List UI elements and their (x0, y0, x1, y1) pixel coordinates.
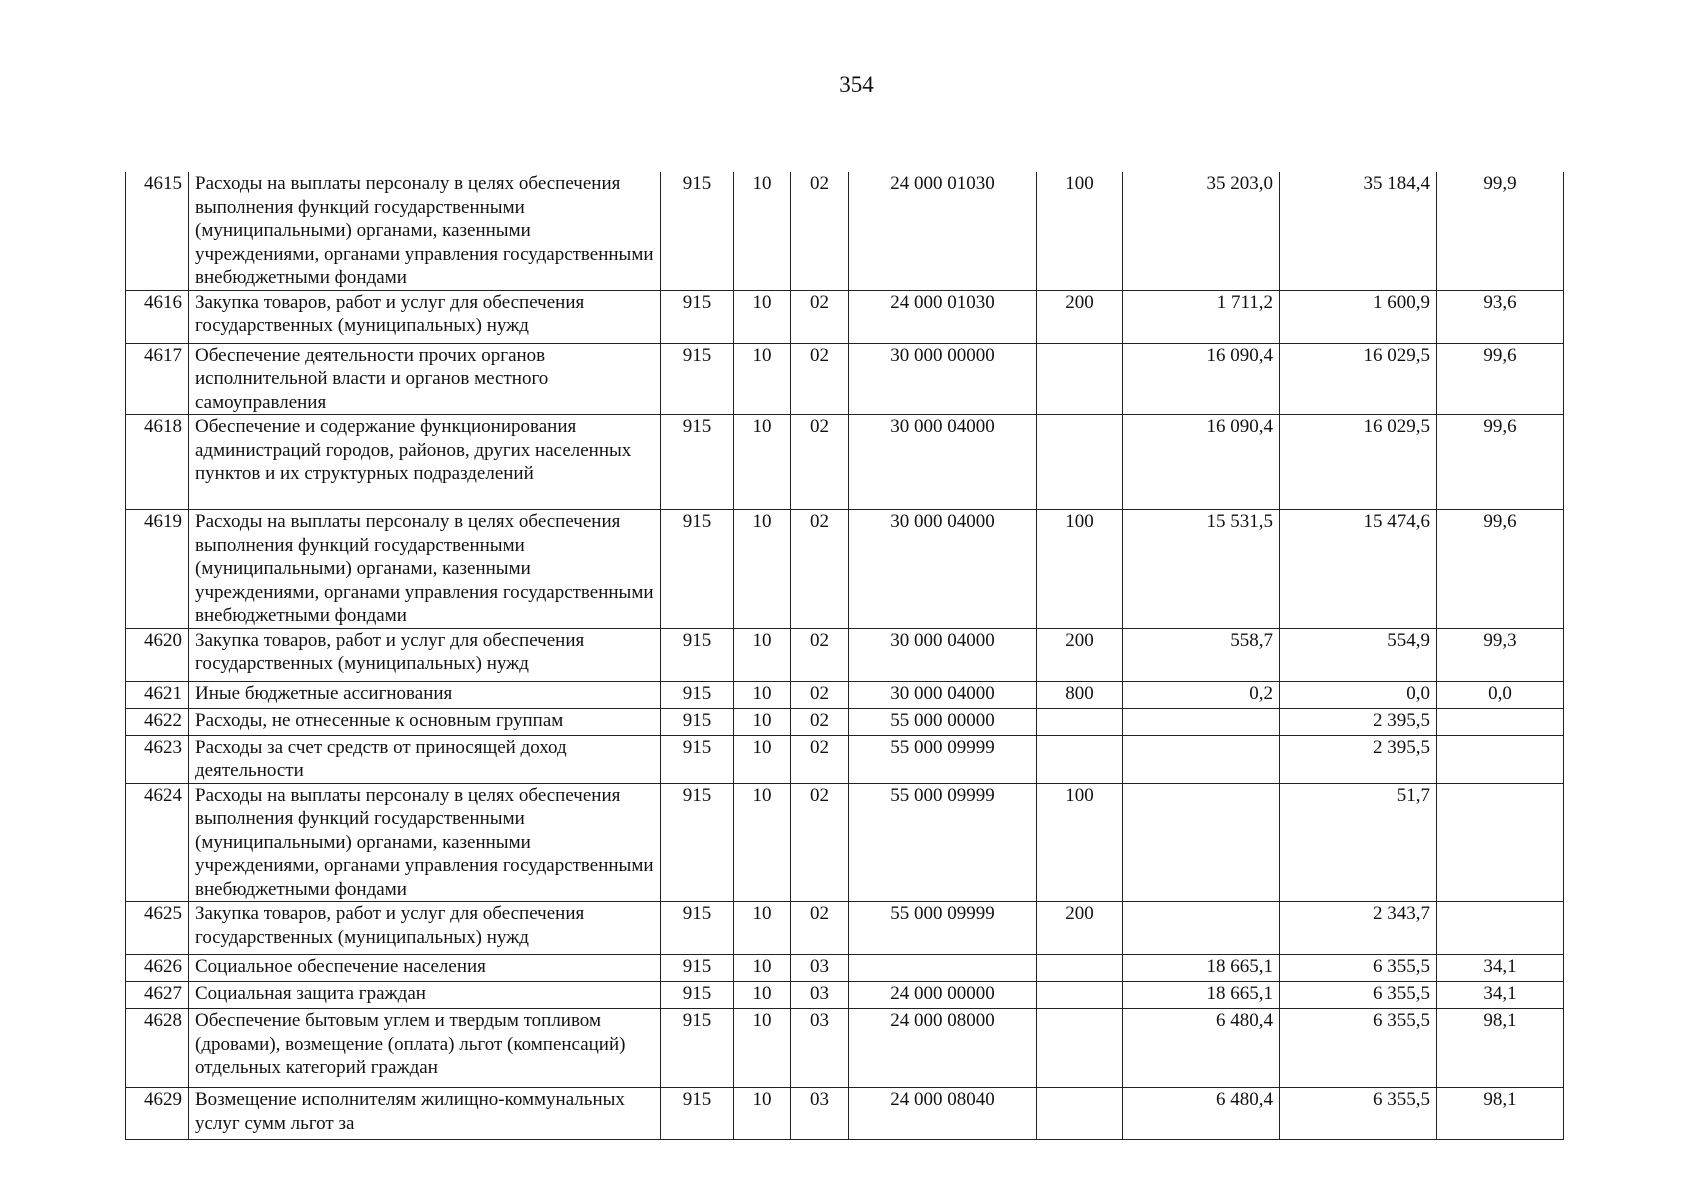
actual-amount-cell: 16 029,5 (1280, 415, 1437, 510)
expense-type-cell (1037, 955, 1123, 982)
section-code-cell: 10 (734, 955, 791, 982)
section-code-cell: 10 (734, 708, 791, 735)
actual-amount-cell: 16 029,5 (1280, 343, 1437, 415)
expense-name-cell: Обеспечение бытовым углем и твердым топливом (дровами), возмещение (оплата) льгот (компенсаций) отдельных категорий граждан (189, 1009, 661, 1088)
expense-type-cell (1037, 1088, 1123, 1140)
expense-name-cell: Возмещение исполнителям жилищно-коммунальных услуг сумм льгот за (189, 1088, 661, 1140)
table-row (126, 681, 1564, 708)
target-article-cell: 30 000 00000 (849, 343, 1037, 415)
expense-name-cell: Социальное обеспечение населения (189, 955, 661, 982)
completion-percent-cell (1437, 783, 1564, 902)
planned-amount-cell (1123, 735, 1280, 783)
completion-percent-cell: 34,1 (1437, 982, 1564, 1009)
expense-type-cell (1037, 735, 1123, 783)
table-row (126, 955, 1564, 982)
section-code-cell: 10 (734, 902, 791, 955)
department-code-cell: 915 (661, 902, 734, 955)
section-code-cell: 10 (734, 1009, 791, 1088)
row-number-cell: 4621 (126, 681, 189, 708)
row-number-cell: 4619 (126, 510, 189, 629)
completion-percent-cell: 99,6 (1437, 510, 1564, 629)
completion-percent-cell: 99,6 (1437, 343, 1564, 415)
planned-amount-cell: 16 090,4 (1123, 343, 1280, 415)
target-article-cell: 24 000 01030 (849, 290, 1037, 343)
expense-name-cell: Социальная защита граждан (189, 982, 661, 1009)
planned-amount-cell: 0,2 (1123, 681, 1280, 708)
department-code-cell: 915 (661, 708, 734, 735)
actual-amount-cell: 554,9 (1280, 628, 1437, 681)
planned-amount-cell: 35 203,0 (1123, 172, 1280, 290)
row-number-cell: 4624 (126, 783, 189, 902)
table-row (126, 628, 1564, 681)
department-code-cell: 915 (661, 735, 734, 783)
department-code-cell: 915 (661, 982, 734, 1009)
expense-type-cell: 100 (1037, 172, 1123, 290)
expense-type-cell: 200 (1037, 628, 1123, 681)
expense-name-cell: Закупка товаров, работ и услуг для обеспечения государственных (муниципальных) нужд (189, 902, 661, 955)
department-code-cell: 915 (661, 290, 734, 343)
expense-type-cell (1037, 982, 1123, 1009)
completion-percent-cell: 34,1 (1437, 955, 1564, 982)
row-number-cell: 4620 (126, 628, 189, 681)
table-row (126, 708, 1564, 735)
table-row (126, 343, 1564, 415)
subsection-code-cell: 02 (791, 510, 849, 629)
row-number-cell: 4617 (126, 343, 189, 415)
target-article-cell: 30 000 04000 (849, 628, 1037, 681)
target-article-cell: 24 000 01030 (849, 172, 1037, 290)
table-row (126, 783, 1564, 902)
expense-type-cell: 100 (1037, 783, 1123, 902)
completion-percent-cell (1437, 902, 1564, 955)
target-article-cell: 30 000 04000 (849, 510, 1037, 629)
row-number-cell: 4628 (126, 1009, 189, 1088)
actual-amount-cell: 6 355,5 (1280, 1009, 1437, 1088)
row-number-cell: 4629 (126, 1088, 189, 1140)
target-article-cell: 55 000 00000 (849, 708, 1037, 735)
department-code-cell: 915 (661, 955, 734, 982)
department-code-cell: 915 (661, 510, 734, 629)
expense-name-cell: Расходы, не отнесенные к основным группам (189, 708, 661, 735)
table-row (126, 1088, 1564, 1140)
expense-name-cell: Закупка товаров, работ и услуг для обеспечения государственных (муниципальных) нужд (189, 628, 661, 681)
department-code-cell: 915 (661, 628, 734, 681)
subsection-code-cell: 02 (791, 902, 849, 955)
completion-percent-cell (1437, 708, 1564, 735)
section-code-cell: 10 (734, 628, 791, 681)
row-number-cell: 4616 (126, 290, 189, 343)
planned-amount-cell (1123, 902, 1280, 955)
department-code-cell: 915 (661, 783, 734, 902)
expense-name-cell: Обеспечение и содержание функционирования администраций городов, районов, других населенных пунктов и их структурных подразделений (189, 415, 661, 510)
department-code-cell: 915 (661, 172, 734, 290)
planned-amount-cell (1123, 708, 1280, 735)
section-code-cell: 10 (734, 735, 791, 783)
department-code-cell: 915 (661, 343, 734, 415)
subsection-code-cell: 02 (791, 172, 849, 290)
completion-percent-cell: 99,3 (1437, 628, 1564, 681)
department-code-cell: 915 (661, 1088, 734, 1140)
table-row (126, 172, 1564, 290)
subsection-code-cell: 02 (791, 628, 849, 681)
completion-percent-cell: 0,0 (1437, 681, 1564, 708)
expense-type-cell (1037, 415, 1123, 510)
row-number-cell: 4618 (126, 415, 189, 510)
target-article-cell: 30 000 04000 (849, 681, 1037, 708)
actual-amount-cell: 2 395,5 (1280, 708, 1437, 735)
subsection-code-cell: 02 (791, 415, 849, 510)
target-article-cell: 55 000 09999 (849, 783, 1037, 902)
expense-type-cell: 200 (1037, 902, 1123, 955)
page-number: 354 (839, 72, 874, 97)
planned-amount-cell: 16 090,4 (1123, 415, 1280, 510)
planned-amount-cell: 15 531,5 (1123, 510, 1280, 629)
target-article-cell (849, 955, 1037, 982)
expense-type-cell (1037, 708, 1123, 735)
subsection-code-cell: 02 (791, 783, 849, 902)
planned-amount-cell: 558,7 (1123, 628, 1280, 681)
actual-amount-cell: 2 343,7 (1280, 902, 1437, 955)
row-number-cell: 4627 (126, 982, 189, 1009)
row-number-cell: 4625 (126, 902, 189, 955)
completion-percent-cell: 98,1 (1437, 1088, 1564, 1140)
section-code-cell: 10 (734, 415, 791, 510)
planned-amount-cell: 6 480,4 (1123, 1009, 1280, 1088)
table-row (126, 735, 1564, 783)
budget-table (125, 172, 1564, 1140)
subsection-code-cell: 02 (791, 708, 849, 735)
completion-percent-cell: 99,6 (1437, 415, 1564, 510)
target-article-cell: 55 000 09999 (849, 735, 1037, 783)
target-article-cell: 24 000 08040 (849, 1088, 1037, 1140)
department-code-cell: 915 (661, 415, 734, 510)
department-code-cell: 915 (661, 1009, 734, 1088)
expense-type-cell: 100 (1037, 510, 1123, 629)
expense-type-cell: 800 (1037, 681, 1123, 708)
planned-amount-cell (1123, 783, 1280, 902)
planned-amount-cell: 18 665,1 (1123, 982, 1280, 1009)
expense-name-cell: Закупка товаров, работ и услуг для обеспечения государственных (муниципальных) нужд (189, 290, 661, 343)
actual-amount-cell: 6 355,5 (1280, 1088, 1437, 1140)
target-article-cell: 30 000 04000 (849, 415, 1037, 510)
expense-name-cell: Иные бюджетные ассигнования (189, 681, 661, 708)
table-row (126, 902, 1564, 955)
subsection-code-cell: 03 (791, 1088, 849, 1140)
completion-percent-cell: 98,1 (1437, 1009, 1564, 1088)
section-code-cell: 10 (734, 172, 791, 290)
subsection-code-cell: 03 (791, 1009, 849, 1088)
department-code-cell: 915 (661, 681, 734, 708)
completion-percent-cell (1437, 735, 1564, 783)
row-number-cell: 4623 (126, 735, 189, 783)
expense-name-cell: Расходы на выплаты персоналу в целях обеспечения выполнения функций государственными (муниципальными) органами, казенными учреждениями, органами управления государственными внебюджетными фондами (189, 172, 661, 290)
row-number-cell: 4626 (126, 955, 189, 982)
subsection-code-cell: 02 (791, 290, 849, 343)
completion-percent-cell: 93,6 (1437, 290, 1564, 343)
expense-type-cell (1037, 1009, 1123, 1088)
section-code-cell: 10 (734, 290, 791, 343)
table-row (126, 415, 1564, 510)
expense-name-cell: Расходы на выплаты персоналу в целях обеспечения выполнения функций государственными (муниципальными) органами, казенными учреждениями, органами управления государственными внебюджетными фондами (189, 510, 661, 629)
table-row (126, 290, 1564, 343)
subsection-code-cell: 02 (791, 343, 849, 415)
expense-name-cell: Расходы на выплаты персоналу в целях обеспечения выполнения функций государственными (муниципальными) органами, казенными учреждениями, органами управления государственными внебюджетными фондами (189, 783, 661, 902)
section-code-cell: 10 (734, 982, 791, 1009)
actual-amount-cell: 15 474,6 (1280, 510, 1437, 629)
actual-amount-cell: 1 600,9 (1280, 290, 1437, 343)
section-code-cell: 10 (734, 343, 791, 415)
table-row (126, 1009, 1564, 1088)
target-article-cell: 24 000 08000 (849, 1009, 1037, 1088)
actual-amount-cell: 0,0 (1280, 681, 1437, 708)
planned-amount-cell: 6 480,4 (1123, 1088, 1280, 1140)
actual-amount-cell: 51,7 (1280, 783, 1437, 902)
subsection-code-cell: 03 (791, 955, 849, 982)
planned-amount-cell: 1 711,2 (1123, 290, 1280, 343)
expense-type-cell (1037, 343, 1123, 415)
subsection-code-cell: 03 (791, 982, 849, 1009)
expense-name-cell: Обеспечение деятельности прочих органов исполнительной власти и органов местного самоуправления (189, 343, 661, 415)
actual-amount-cell: 6 355,5 (1280, 955, 1437, 982)
target-article-cell: 24 000 00000 (849, 982, 1037, 1009)
section-code-cell: 10 (734, 510, 791, 629)
expense-name-cell: Расходы за счет средств от приносящей доход деятельности (189, 735, 661, 783)
subsection-code-cell: 02 (791, 735, 849, 783)
actual-amount-cell: 2 395,5 (1280, 735, 1437, 783)
row-number-cell: 4615 (126, 172, 189, 290)
subsection-code-cell: 02 (791, 681, 849, 708)
table-row (126, 982, 1564, 1009)
section-code-cell: 10 (734, 783, 791, 902)
planned-amount-cell: 18 665,1 (1123, 955, 1280, 982)
table-row (126, 510, 1564, 629)
expense-type-cell: 200 (1037, 290, 1123, 343)
actual-amount-cell: 6 355,5 (1280, 982, 1437, 1009)
section-code-cell: 10 (734, 1088, 791, 1140)
section-code-cell: 10 (734, 681, 791, 708)
completion-percent-cell: 99,9 (1437, 172, 1564, 290)
row-number-cell: 4622 (126, 708, 189, 735)
actual-amount-cell: 35 184,4 (1280, 172, 1437, 290)
target-article-cell: 55 000 09999 (849, 902, 1037, 955)
